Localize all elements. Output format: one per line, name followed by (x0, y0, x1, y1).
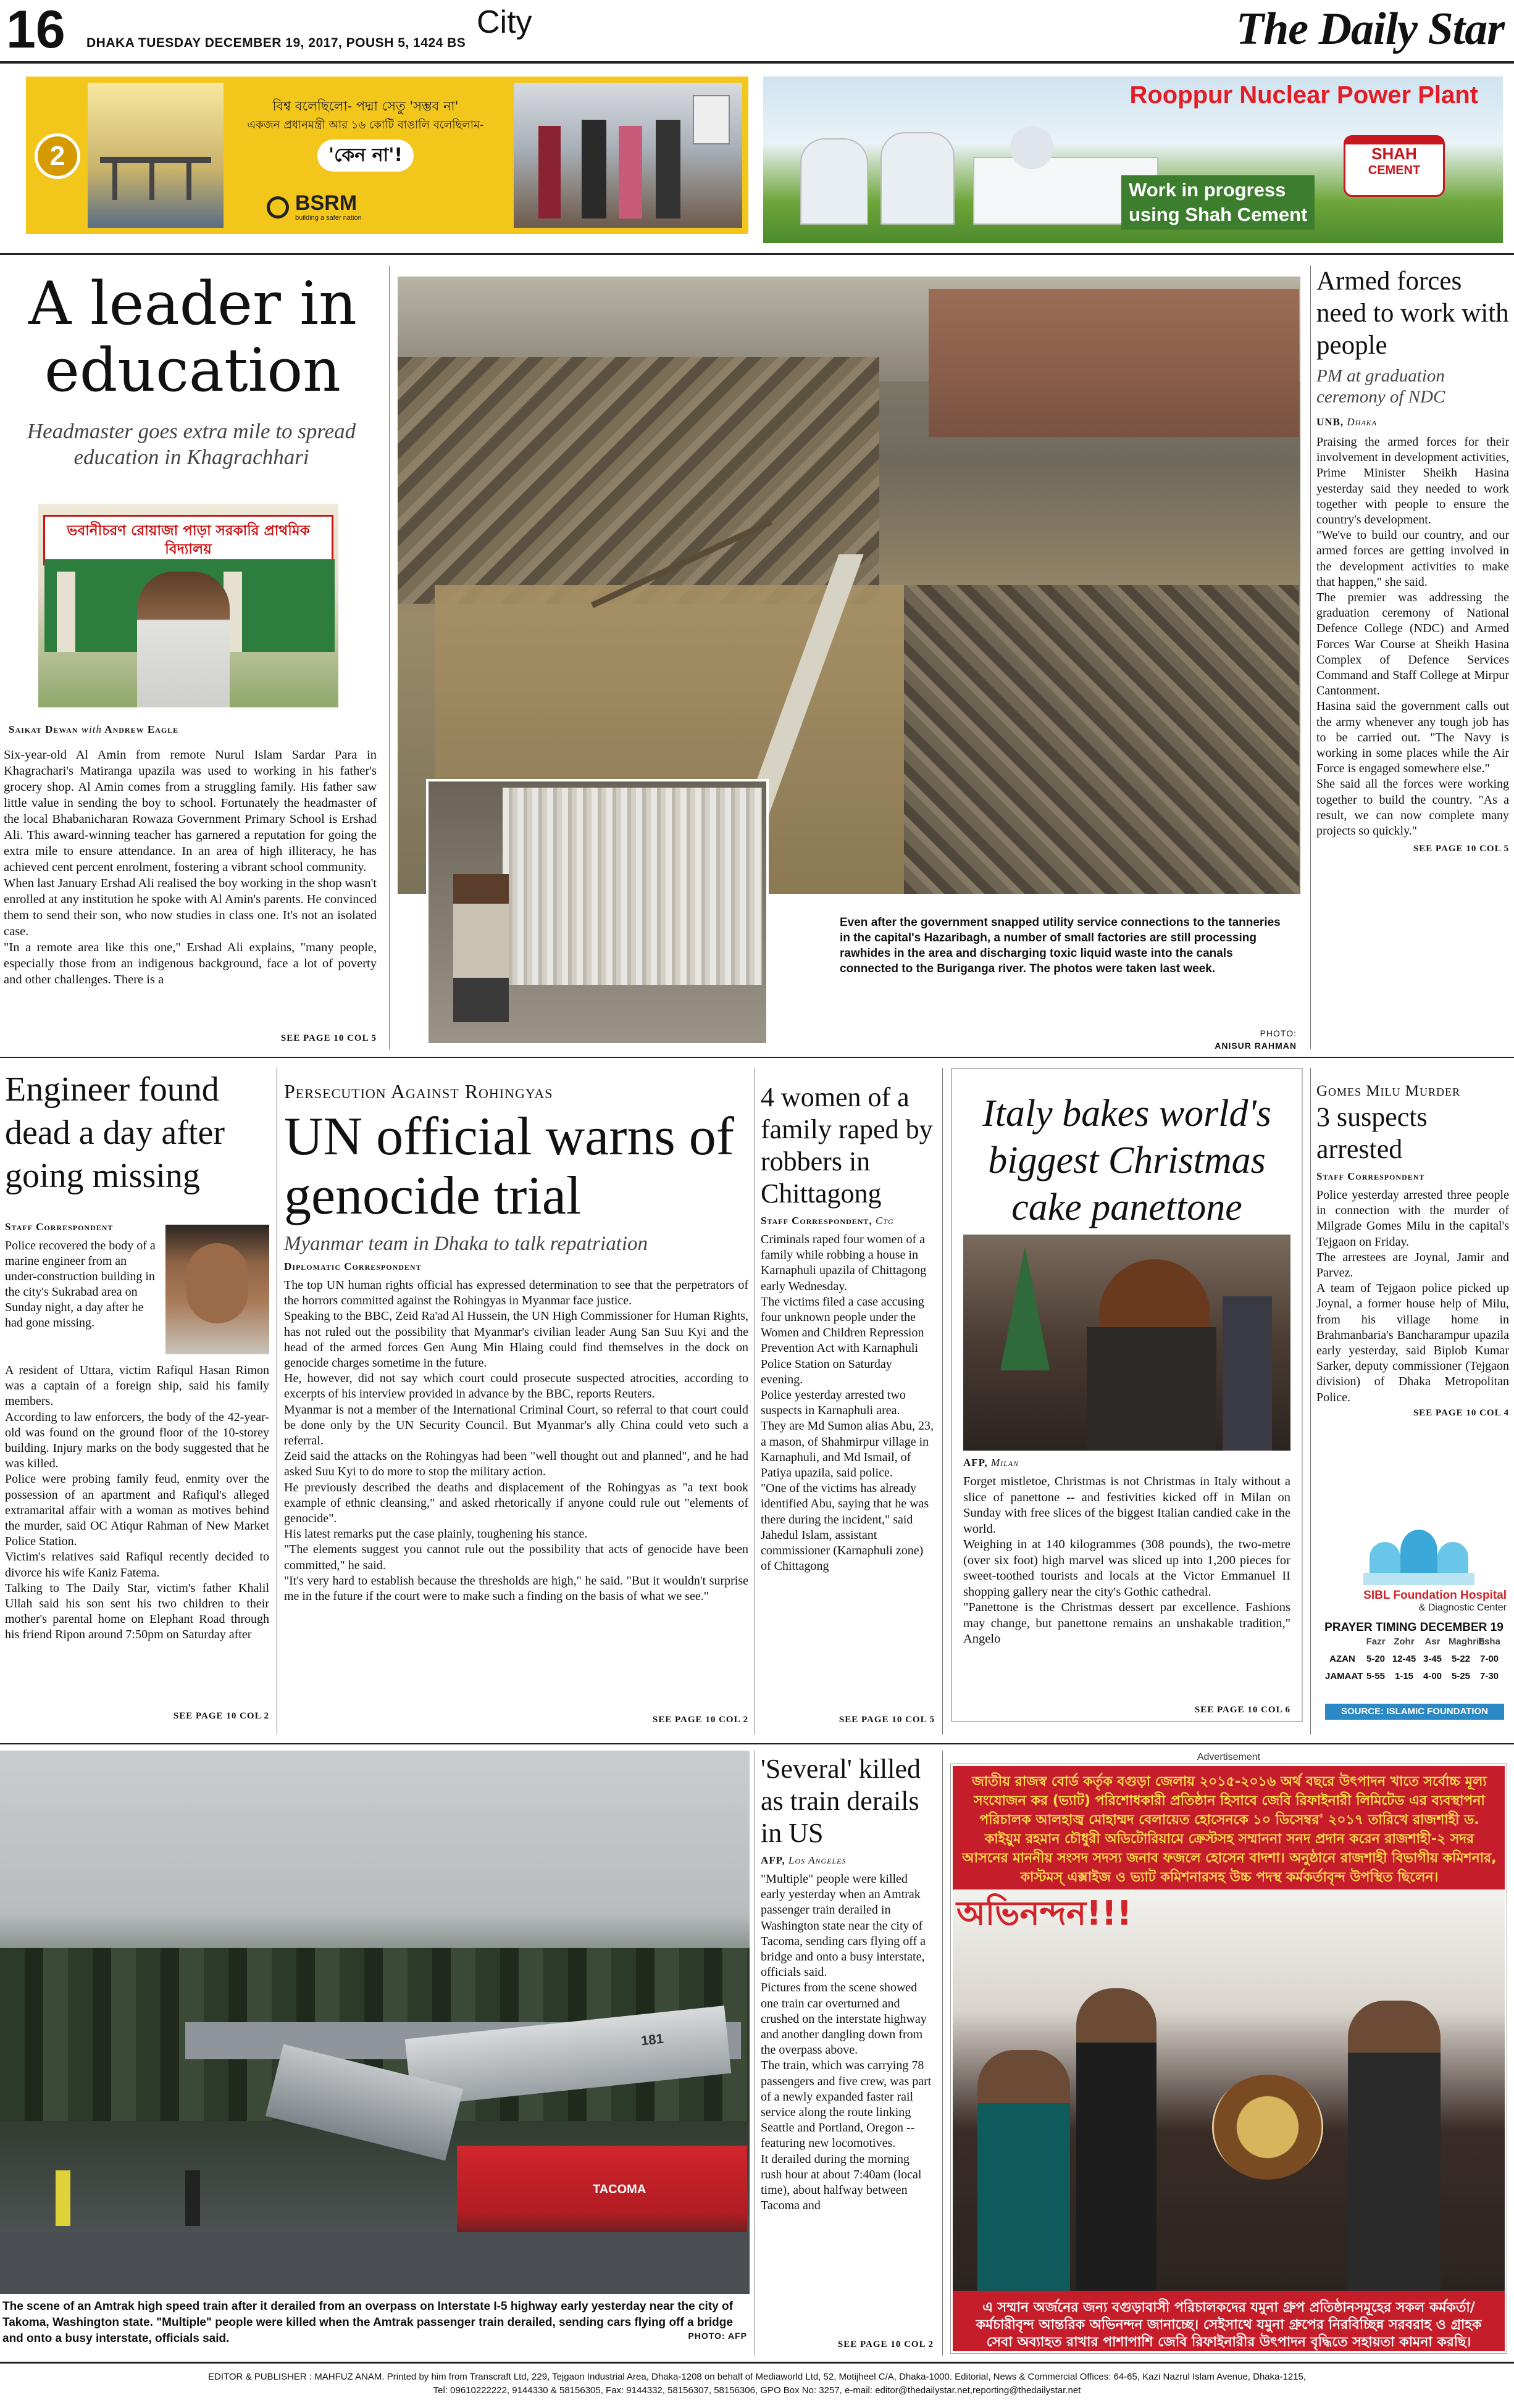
leader-byline-with: with (81, 723, 102, 735)
prayer-jamaat-row (1325, 1669, 1504, 1684)
fire-truck-label: TACOMA (593, 2183, 646, 2196)
school-sign: ভবানীচরণ রোয়াজা পাড়া সরকারি প্রাথমিক বিদ্যালয় (43, 515, 333, 565)
bsrm-text (230, 96, 501, 172)
masthead: The Daily Star (1236, 4, 1504, 54)
un-cont[interactable]: SEE PAGE 10 COL 2 (652, 1715, 748, 1725)
vat-ad-photo (953, 1889, 1507, 2291)
shah-logo-arc (1345, 137, 1443, 144)
tannery-photo-inset (426, 779, 769, 1046)
vat-ad-bottom-text: এ সম্মান অর্জনের জন্য বগুড়াবাসী পরিচালকদের যমুনা গ্রুপ প্রতিষ্ঠানসমূহের সকল কর্মকর্তা/কর্মচারীবৃন্দ আন্তরিক অভিনন্দন জানাচ্ছে। সেইসাথে যমুনা গ্রুপের নিরবিচ্ছিন্ন সরবরাহ ও গ্রাহক সেবা অব্যাহত রাখার পাশাপাশি জেবি রিফাইনারীর উৎপাদন বৃদ্ধিতে সহায়তা কামনা করছি। (953, 2297, 1505, 2353)
ad-rule (0, 253, 1514, 255)
italy-credit (963, 1457, 1019, 1469)
engineer-cont[interactable]: SEE PAGE 10 COL 2 (173, 1711, 269, 1721)
dateline: DHAKA TUESDAY DECEMBER 19, 2017, POUSH 5, 1424 BS (86, 36, 466, 50)
tannery-caption: Even after the government snapped utility service connections to the tanneries in the capital's Hazaribagh, a number of small factories are still processing rawhides in the area and discharging toxic liquid waste into the canals connected to the Buriganga river. The photos were taken last week. (840, 916, 1281, 975)
engineer-headline: Engineer found dead a day after going missing (5, 1070, 225, 1195)
footer-line2: Tel: 09610222222, 9144330 & 58156305, Fax: 9144332, 58156307, 58156306, GPO Box No: 3257, e-mail: editor@thedailystar.net,reporting@thedailystar.net (433, 2385, 1081, 2396)
armed-byline-src: UNB, (1316, 416, 1344, 428)
women-headline: 4 women of a family raped by robbers in Chittagong (761, 1082, 933, 1209)
italy-body: Forget mistletoe, Christmas is not Christmas in Italy without a slice of panettone -- and festivities kicked off in Milan on Sunday with free slices of the biggest Italian candied cake in the world. Weighing in at 140 kilogrammes (308 pounds), the two-metre (over six foot) high marvel was sliced up into 1,200 pieces for sweet-toothed tourists and locals at the Victor Emmanuel II shopping gallery near the city's Gothic cathedral. "Panettone is the Christmas dessert par excellence. Fashions may change, but panettone remains an unshakable tradition," Angelo (963, 1475, 1290, 1646)
armed-byline-place: Dhaka (1347, 416, 1378, 428)
women-byline (761, 1215, 935, 1227)
armed-headline: Armed forces need to work with people (1316, 267, 1509, 360)
footer (0, 2370, 1514, 2398)
vat-ad[interactable] (951, 1764, 1507, 2353)
shah-logo-text1: SHAH (1371, 144, 1417, 163)
headmaster-photo (38, 504, 338, 707)
women-body: Criminals raped four women of a family while robbing a house in Karnaphuli upazila of Chittagong early Wednesday. The victims filed a case accusing four unknown people under the Women and Children Repression Prevention Act with Karnaphuli Police Station on Saturday evening. Police yesterday arrested two suspects in Karnaphuli area. They are Md Sumon alias Abu, 23, a mason, of Shahmirpur village in Karnaphuli, and Md Ismail, of Patiya upazila, said police. "One of the victims has already identified Abu, saying that he was there during the incident," said Jahedul Islam, assistant commissioner (Karnaphuli zone) of Chittagong (761, 1233, 934, 1573)
header-rule (0, 61, 1514, 64)
pm-photo (514, 83, 742, 228)
armed-deck: PM at graduation ceremony of NDC (1316, 366, 1445, 407)
italy-cont[interactable]: SEE PAGE 10 COL 6 (1194, 1705, 1290, 1715)
un-byline: Diplomatic Correspondent (284, 1260, 422, 1272)
engineer-photo (165, 1225, 269, 1354)
azan-time-0: 5-20 (1366, 1654, 1386, 1664)
train-car-number: 181 (640, 2030, 664, 2049)
prayer-col-2: Asr (1424, 1636, 1441, 1647)
italy-headline: Italy bakes world's biggest Christmas cake panettone (982, 1093, 1271, 1228)
bsrm-tagline: building a safer nation (295, 214, 362, 222)
tannery-credit (1173, 1027, 1297, 1052)
amtrak-caption: The scene of an Amtrak high speed train after it derailed from an overpass on Interstate I-5 highway early yesterday near the city of Takoma, Washington state. "Multiple" people were killed when the Amtrak passenger train derailed, sending cars flying off a bridge and onto a busy interstate, officials said. (2, 2300, 733, 2345)
tannery-credit-label: PHOTO: (1260, 1028, 1297, 1038)
prayer-azan-row (1325, 1652, 1504, 1667)
tannery-caption-box (825, 895, 1300, 1025)
panettone-photo (963, 1235, 1290, 1451)
italy-credit-place: Milan (991, 1457, 1019, 1469)
sibl-sub-text: & Diagnostic Center (1418, 1602, 1507, 1613)
story-engineer (0, 1068, 272, 1735)
un-deck: Myanmar team in Dhaka to talk repatriation (284, 1233, 648, 1255)
train-byline (761, 1854, 934, 1867)
armed-cont[interactable]: SEE PAGE 10 COL 5 (1413, 844, 1509, 854)
mosque-icon (1357, 1523, 1474, 1585)
vat-ad-label: Advertisement (1197, 1752, 1261, 1762)
gomes-kicker: Gomes Milu Murder (1316, 1083, 1461, 1099)
prayer-col-1: Zohr (1394, 1636, 1415, 1647)
vat-ad-congrats: অভিনন্দন!!! (956, 1894, 1132, 1933)
tannery-credit-name: ANISUR RAHMAN (1215, 1041, 1297, 1051)
shah-logo-text2: CEMENT (1368, 164, 1421, 177)
engineer-body: A resident of Uttara, victim Rafiqul Hasan Rimon was a captain of a foreign ship, said his family members. According to law enforcers, the body of the 42-year-old was found on the ground floor of the 10-storey building. Injury marks on the body suggested that he was killed. Police were probing family feud, enmity over the possession of an apartment and Rafiqul's alleged extramarital affair with a woman as motives behind the murder, said OC Atiqur Rahman of New Market Police Station. Victim's relatives said Rafiqul recently decided to divorce his wife Kaniz Fatema. Talking to The Daily Star, victim's father Khalil Ullah said his son sent his two children to their mother's parental home on Elephant Road through his friend Ripon around 7:50pm on Saturday after (5, 1364, 269, 1642)
sibl-name-text: SIBL Foundation Hospital (1363, 1589, 1507, 1602)
shah-work2: using Shah Cement (1129, 204, 1308, 225)
shah-title: Rooppur Nuclear Power Plant (1129, 81, 1478, 109)
shah-work-box (1121, 175, 1315, 230)
engineer-body-top: Police recovered the body of a marine engineer from an under-construction building in the city's Sukrabad area on Sunday night, a day after he had gone missing. (5, 1239, 156, 1330)
azan-time-4: 7-00 (1479, 1654, 1499, 1664)
train-byline-src: AFP, (761, 1854, 785, 1866)
bridge-image (88, 83, 224, 228)
story-italy (951, 1068, 1303, 1735)
engineer-byline: Staff Correspondent (5, 1221, 114, 1233)
section-title: City (477, 4, 532, 40)
footer-rule (0, 2362, 1514, 2364)
story-train (761, 1753, 934, 2358)
prayer-table (1325, 1635, 1504, 1684)
jamaat-time-2: 4-00 (1423, 1671, 1442, 1681)
badge-icon: 2 (35, 133, 80, 179)
leader-byline (9, 723, 379, 736)
bsrm-brand: BSRM (295, 191, 358, 215)
leader-byline-a: Saikat Dewan (9, 723, 78, 735)
bsrm-logo-icon (267, 196, 289, 219)
shah-cement-ad[interactable] (763, 77, 1503, 243)
women-byline-src: Staff Correspondent, (761, 1215, 872, 1227)
jamaat-time-1: 1-15 (1394, 1671, 1414, 1681)
bsrm-line2: একজন প্রধানমন্ত্রী আর ১৬ কোটি বাঙালি বলেছিলাম- (247, 119, 484, 131)
women-byline-place: Ctg (875, 1215, 894, 1227)
gomes-cont[interactable]: SEE PAGE 10 COL 4 (1413, 1407, 1509, 1418)
prayer-col-3: Maghrib (1449, 1636, 1485, 1647)
leader-body: Six-year-old Al Amin from remote Nurul Islam Sardar Para in Khagrachari's Matiranga upazila was used to working in his father's grocery shop. Al Amin comes from a struggling family. His father saw little value in sending the boy to school. Fortunately the headmaster of the local Bhabanicharan Rowaza Government Primary School is Ershad Ali. This award-winning teacher has garnered a reputation for going the extra mile to ensure attendance. In an area of high illiteracy, he has achieved cent percent enrolment, fostering a vibrant school community. When last January Ershad Ali realised the boy working in the shop wasn't enrolled at any institution he spoke with Al Amin's parents. He convinced them to send their son, who now studies in class one. It's not an isolated case. "In a remote area like this one," Ershad Ali explains, "many people, especially those from an indigenous background, face a lot of poverty and other challenges. There is a (4, 748, 377, 986)
azan-label: AZAN (1329, 1654, 1355, 1664)
mid-rule (0, 1057, 1514, 1058)
prayer-source: SOURCE: ISLAMIC FOUNDATION (1325, 1704, 1504, 1720)
prayer-header-row (1325, 1635, 1504, 1649)
azan-time-1: 12-45 (1392, 1654, 1416, 1664)
story-women (761, 1081, 935, 1736)
jamaat-time-3: 5-25 (1451, 1671, 1471, 1681)
bsrm-line1: বিশ্ব বলেছিলো- পদ্মা সেতু 'সম্ভব না' (272, 99, 459, 114)
armed-body: Praising the armed forces for their involvement in development activities, Prime Minister Sheikh Hasina yesterday said they needed to work together with people to ensure the country's development. "We've to build our country, and our armed forces are getting involved in the development activities to make that happen," she said. The premier was addressing the graduation ceremony of National Defence College (NDC) and Armed Forces War Course at Sheikh Hasina Complex of Defence Services Command and Staff College at Mirpur Cantonment. Hasina said the government calls out the army whenever any tough job has to be carried out. "The Navy is working in some places while the Air Force is engaged somewhere else." She said all the forces were working together to build the country. "As a result, we can now complete many projects so quickly." (1316, 435, 1509, 838)
bsrm-logo (267, 193, 362, 222)
azan-time-3: 5-22 (1451, 1654, 1471, 1664)
shah-logo (1344, 135, 1445, 197)
footer-line1: EDITOR & PUBLISHER : MAHFUZ ANAM. Printed by him from Transcraft Ltd, 229, Tejgaon Industrial Area, Dhaka-1208 on behalf of Mediaworld Ltd, 52, Motijheel C/A, Dhaka-1000. Editorial, News & Commercial Offices: 64-65, Kazi Nazrul Islam Avenue, Dhaka-1215, (207, 2372, 1307, 2382)
jamaat-label: JAMAAT (1325, 1671, 1363, 1681)
un-headline: UN official warns of genocide trial (284, 1107, 735, 1226)
jamaat-time-4: 7-30 (1479, 1671, 1499, 1681)
women-cont[interactable]: SEE PAGE 10 COL 5 (839, 1715, 935, 1725)
leader-byline-b: Andrew Eagle (104, 723, 179, 735)
story-gomes (1316, 1081, 1509, 1514)
story-un (284, 1079, 748, 1733)
un-body: The top UN human rights official has expressed determination to see that the perpetrators of the horrors committed against the Rohingyas in Myanmar face justice. Speaking to the BBC, Zeid Ra'ad Al Hussein, the UN High Commissioner for Human Rights, has not ruled out the possibility that Myanmar's civilian leader Aung San Suu Kyi and the head of the armed forces Gen Aung Min Hlaing could find themselves in the dock on genocide charges sometime in the future. He, however, did not say which court could prosecute suspected atrocities, according to excerpts of his interview provided in advance by the BBC, reports Reuters. Myanmar is not a member of the International Criminal Court, so referral to that court could be done only by the UN Security Council. But Myanmar's ally China could veto such a referral. Zeid said the attacks on the Rohingyas had been "well thought out and planned", and he had asked Suu Kyi to do more to stop the military action. He previously described the deaths and displacement of the Rohingyas as "a text book example of ethnic cleansing," and asked rhetorically if anyone could rule out "elements of genocide". His latest remarks put the case plainly, toughening his stance. "The elements suggest you cannot rule out the possibility that acts of genocide have been committed," he said. "It's very hard to establish because the thresholds are high," he said. "But it wouldn't surprise me in the future if the court were to make such a finding on the basis of what we see." (284, 1278, 748, 1604)
armed-byline (1316, 416, 1509, 428)
shah-work1: Work in progress (1129, 179, 1286, 201)
prayer-title: PRAYER TIMING DECEMBER 19 (1324, 1621, 1504, 1634)
bsrm-line3: 'কেন না'! (317, 140, 414, 172)
gomes-byline: Staff Correspondent (1316, 1170, 1425, 1182)
train-byline-place: Los Angeles (788, 1854, 847, 1866)
prayer-col-4: Esha (1478, 1636, 1500, 1647)
italy-credit-src: AFP, (963, 1457, 988, 1469)
amtrak-photo (0, 1751, 750, 2294)
gomes-headline: 3 suspects arrested (1316, 1102, 1428, 1164)
amtrak-credit: PHOTO: AFP (673, 2331, 747, 2341)
train-cont[interactable]: SEE PAGE 10 COL 2 (837, 2339, 934, 2349)
page-header (0, 0, 1514, 64)
train-headline: 'Several' killed as train derails in US (761, 1754, 921, 1848)
story-leader (0, 259, 383, 1049)
vat-ad-top-text: জাতীয় রাজস্ব বোর্ড কর্তৃক বগুড়া জেলায় ২০১৫-২০১৬ অর্থ বছরে উৎপাদন খাতে সর্বোচ্চ মূল্য সংযোজন কর (ভ্যাট) পরিশোধকারী প্রতিষ্ঠান হিসাবে জেবি রিফাইনারী লিমিটেড এর ব্যবস্থাপনা পরিচালক আলহাজ্ব মোহাম্মদ বেলায়েত হোসেনকে ১০ ডিসেম্বর' ২০১৭ তারিখে রাজশাহী ড. কাইয়ুম রহমান চৌধুরী অডিটোরিয়ামে ক্রেস্টসহ সম্মাননা সনদ প্রদান করেন রাজশাহী-২ সদর আসনের মাননীয় সংসদ সদস্য জনাব ফজলে হোসেন বাদশা। অনুষ্ঠানে রাজশাহী বিভাগীয় কমিশনার, কাস্টমস্ এক্সাইজ ও ভ্যাট কমিশনারসহ উচ্চ পদস্থ কর্মকর্তাবৃন্দ উপস্থিত ছিলেন। (962, 1774, 1497, 1885)
train-body: "Multiple" people were killed early yesterday when an Amtrak passenger train derailed in Washington state near the city of Tacoma, sending cars flying off a bridge and onto a busy interstate, officials said. Pictures from the scene showed one train car overturned and crushed on the interstate highway and another dangling down from the overpass above. The train, which was carrying 78 passengers and five crew, was part of a newly expanded faster rail service along the route linking Seattle and Portland, Oregon -- featuring new locomotives. It derailed during the morning rush hour at about 7:40am (local time), about halfway between Tacoma and (761, 1872, 932, 2213)
lower-rule (0, 1743, 1514, 1744)
page-number: 16 (6, 0, 65, 59)
leader-headline: A leader in education (28, 269, 357, 405)
bsrm-ad[interactable] (26, 77, 748, 234)
gomes-body: Police yesterday arrested three people in connection with the murder of Milgrade Gomes Milu in the capital's Tejgaon on Friday. The arrestees are Joynal, Jamir and Parvez. A team of Tejgaon police picked up Joynal, a former house help of Milu, from his village home in Brahmanbaria's Bancharampur upazila early yesterday, said Biplob Kumar Sarker, deputy commissioner (Tejgaon division) of Dhaka Metropolitan Police. (1316, 1188, 1509, 1404)
story-armed (1316, 265, 1509, 1049)
headmaster-portrait (137, 572, 230, 707)
un-kicker: Persecution Against Rohingyas (284, 1080, 553, 1102)
plant-drawing (788, 114, 1171, 225)
jamaat-time-0: 5-55 (1366, 1671, 1386, 1681)
sibl-ad[interactable] (1323, 1523, 1505, 1736)
azan-time-2: 3-45 (1423, 1654, 1442, 1664)
prayer-col-0: Fazr (1366, 1636, 1386, 1647)
sibl-name (1328, 1589, 1507, 1614)
leader-cont[interactable]: SEE PAGE 10 COL 5 (280, 1033, 377, 1043)
leader-deck: Headmaster goes extra mile to spread education in Khagrachhari (27, 419, 356, 469)
